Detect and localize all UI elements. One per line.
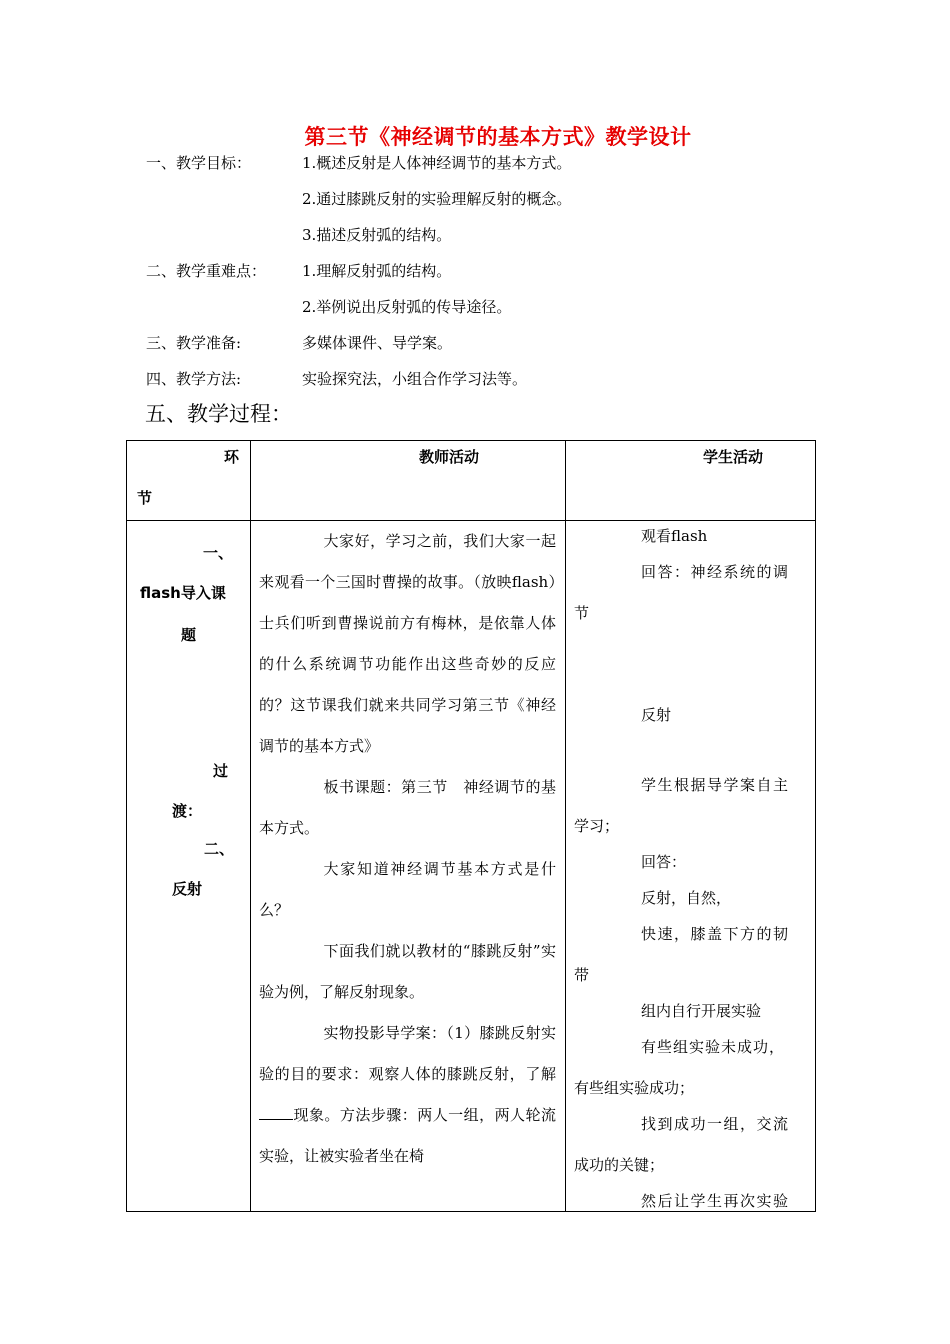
teacher-paragraph-2: 板书课题：第三节 神经调节的基本方式。 [259, 778, 556, 837]
student-line-16: 然后让学生再次实验 [641, 1192, 790, 1210]
fill-in-blank [259, 1105, 293, 1120]
student-line-2: 回答：神经系统的调 [641, 563, 790, 581]
student-line-12: 有些组实验未成功， [641, 1038, 786, 1056]
student-line-9: 快速，膝盖下方的韧 [641, 925, 790, 943]
header-teacher-activity: 教师活动 [419, 448, 480, 466]
student-line-3: 节 [574, 604, 590, 622]
student-line-4: 反射 [641, 706, 672, 724]
teacher-paragraph-3: 大家知道神经调节基本方式是什么？ [259, 860, 556, 919]
header-stage-part1: 环 [224, 448, 240, 466]
table-divider-2 [565, 441, 566, 1211]
student-line-11: 组内自行开展实验 [641, 1002, 762, 1020]
student-line-13: 有些组实验成功； [574, 1079, 695, 1097]
teaching-process-table [126, 440, 816, 1212]
preparation-text: 多媒体课件、导学案。 [302, 334, 453, 352]
header-student-activity: 学生活动 [703, 448, 764, 466]
student-line-15: 成功的关键； [574, 1156, 665, 1174]
stage-1-title-line2: 题 [181, 626, 197, 644]
preparation-label: 三、教学准备: [146, 334, 242, 352]
method-text: 实验探究法，小组合作学习法等。 [302, 370, 528, 388]
key-point-text-1: 1.理解反射弧的结构。 [302, 262, 452, 280]
teacher-paragraph-5-end: 现象。方法步骤：两人一组，两人轮流实验，让被实验者坐在椅 [259, 1106, 556, 1165]
teacher-paragraph-1: 大家好，学习之前，我们大家一起来观看一个三国时曹操的故事。（放映flash）士兵们听到曹操说前方有梅林，是依靠人体的什么系统调节功能作出这些奇妙的反应的？这节课我们就来共同学习第三节《神经调节的基本方式》 [259, 532, 556, 755]
student-line-5: 学生根据导学案自主 [641, 776, 790, 794]
teacher-paragraph-5-start: 实物投影导学案：（1）膝跳反射实验的目的要求：观察人体的膝跳反射，了解 [259, 1024, 556, 1083]
stage-1-number: 一、 [203, 544, 234, 562]
stage-2-number: 二、 [204, 840, 235, 858]
document-title: 第三节《神经调节的基本方式》教学设计 [304, 124, 692, 149]
objective-text-3: 3.描述反射弧的结构。 [302, 226, 452, 244]
teacher-activity-cell [259, 521, 556, 1177]
student-line-8: 反射，自然， [641, 889, 732, 907]
objective-text-1: 1.概述反射是人体神经调节的基本方式。 [302, 154, 572, 172]
teacher-paragraph-5 [259, 1013, 556, 1177]
table-divider-1 [250, 441, 251, 1211]
process-heading: 五、教学过程： [145, 402, 292, 426]
teacher-paragraph-4: 下面我们就以教材的“膝跳反射”实验为例，了解反射现象。 [259, 942, 556, 1001]
key-point-text-2: 2.举例说出反射弧的传导途径。 [302, 298, 512, 316]
stage-1-title-line1: flash导入课 [140, 584, 226, 602]
stage-2-title: 反射 [172, 880, 203, 898]
student-line-6: 学习； [574, 817, 620, 835]
header-stage-part2: 节 [137, 489, 153, 507]
objective-text-2: 2.通过膝跳反射的实验理解反射的概念。 [302, 190, 572, 208]
key-points-label: 二、教学重难点： [146, 262, 267, 280]
student-line-14: 找到成功一组，交流 [641, 1115, 790, 1133]
student-line-10: 带 [574, 966, 590, 984]
transition-label-1: 过 [213, 762, 229, 780]
transition-label-2: 渡： [172, 802, 203, 820]
student-line-7: 回答： [641, 853, 687, 871]
student-line-1: 观看flash [641, 527, 708, 545]
method-label: 四、教学方法: [146, 370, 242, 388]
objective-label-1: 一、教学目标： [146, 154, 252, 172]
